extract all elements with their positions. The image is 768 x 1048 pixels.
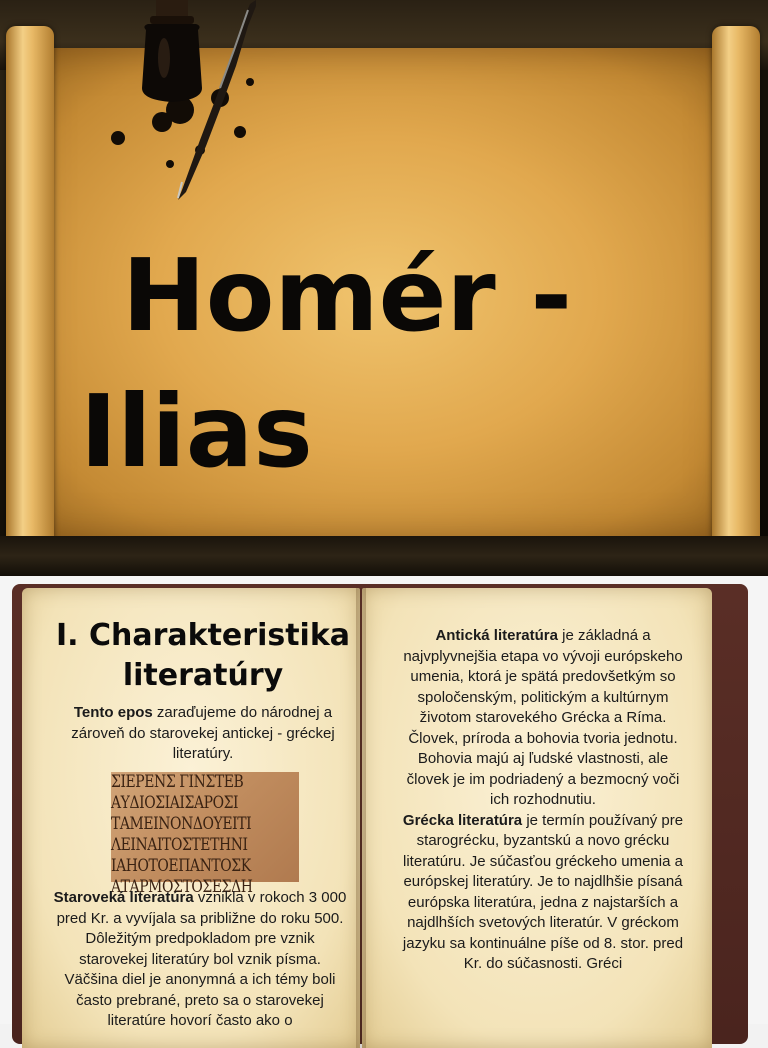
inscription-line: ΤΑΜΕΙΝΟΝΔΟΥΕΙΤΙ xyxy=(111,814,252,834)
inscription-line: ΙΑΗΟΤΟΕΠΑΝΤΟΣΚ xyxy=(111,856,251,876)
greek-text: je termín používaný pre starogrécku, byzantskú a novo grécku literatúru. Je súčasťou gréckeho umenia a európskej literatúry. Je to najdlhšie písaná európska literatúra, jedna z najstarších a najdlhších svetových literatúr. V gréckom jazyku sa kontinuálne píše od 8. stor. pred Kr. do súčasnosti. Gréci xyxy=(402,811,684,972)
ancient-text: vznikla v rokoch 3 000 pred Kr. a vyvíjala sa približne do roku 500. Dôležitým predpokladom pre vznik starovekej literatúry bol vznik písma. Väčšina diel je anonymná a ich témy boli často prebrané, preto sa o starovekej literatúre hovorí často ako o xyxy=(56,889,347,1029)
intro-text: zaraďujeme do národnej a zároveň do starovekej antickej - gréckej literatúry. xyxy=(71,704,335,762)
greek-inscription-image xyxy=(111,772,299,897)
greek-literature-paragraph xyxy=(396,811,690,975)
inscription-line: ΑΤΑΡΜΟΣΤΟΣΕΣΔΗ xyxy=(111,877,253,897)
greek-bold: Grécka literatúra xyxy=(402,811,523,829)
antique-literature-paragraph xyxy=(396,626,690,811)
antique-text: je základná a najvplyvnejšia etapa vo vývoji európskeho umenia, ktorá je spätá predovšetkým so spoločenským, politickým a kultúrnym životom starovekého Grécka a Ríma. Človek, príroda a bohovia tvoria jednotu. Bohovia majú aj ľudské vlastnosti, ale človek je im podriadený a bezmocný voči ich rozhodnutiu. xyxy=(403,627,683,808)
quill-pen-icon xyxy=(160,0,260,200)
intro-paragraph xyxy=(58,703,348,765)
right-page-text xyxy=(396,626,690,975)
ancient-bold: Staroveká literatúra xyxy=(53,889,194,906)
inscription-line: ΣΙΕΡΕΝΣ ΓΙΝΣΤΕΒ xyxy=(111,772,244,792)
heading-line-1: I. Charakteristika xyxy=(55,618,351,653)
wood-table-edge xyxy=(0,536,768,576)
inscription-line: ΛΕΙΝΑΙΤΟΣΤΕΤΗΝΙ xyxy=(111,835,248,855)
ancient-literature-paragraph xyxy=(52,888,348,1032)
scroll-roll-right xyxy=(712,26,760,546)
antique-bold: Antická literatúra xyxy=(435,627,558,644)
section-heading xyxy=(34,616,372,696)
content-slide xyxy=(0,576,768,1029)
scroll-roll-left xyxy=(6,26,54,546)
inscription-line: ΑΥΔΙΟΣΙΑΙΣΑΡΟΣΙ xyxy=(111,793,239,813)
slide-title xyxy=(80,228,680,500)
heading-line-2: literatúry xyxy=(122,658,284,693)
intro-bold: Tento epos xyxy=(73,704,153,721)
title-line-2: Ilias xyxy=(80,373,313,490)
title-line-1: Homér - xyxy=(122,237,573,354)
